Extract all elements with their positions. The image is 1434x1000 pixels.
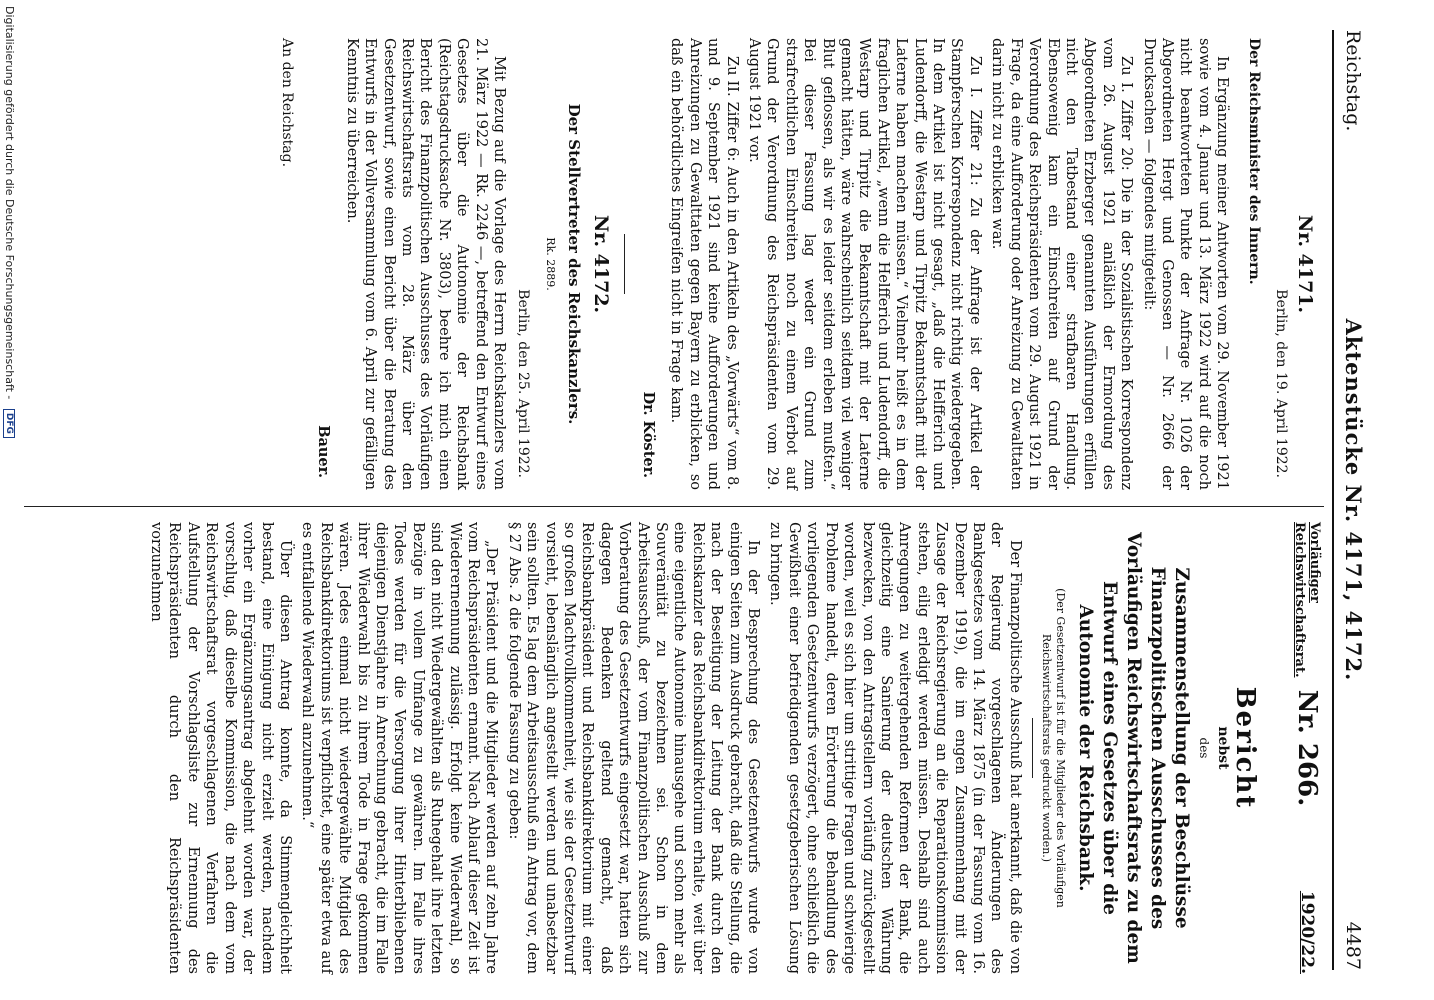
left-column xyxy=(278,38,1323,490)
report-number: Nr. 266. xyxy=(1292,689,1322,807)
issuer-4172: Der Stellvertreter des Reichskanzlers. xyxy=(565,103,584,425)
section-divider xyxy=(1032,718,1033,778)
paragraph: Zu II. Ziffer 6: Auch in den Artikeln des „Vorwärts“ vom 8. und 9. September 1921 sind keine Aufforderungen und Anreizungen zu Gewalttaten gegen Bayern zu erblicken, so daß ein behördliches Eingreifen nicht in Frage kam. xyxy=(668,38,740,490)
signatory-4172: Bauer. xyxy=(315,425,333,478)
report-note: (Der Gesetzentwurf ist für die Mitglieder des Vorläufigen Reichswirtschaftsrats gedruckt worden.) xyxy=(1039,588,1067,908)
paragraph: Mit Bezug auf die Vorlage des Herrn Reichskanzlers vom 21. März 1922 — Rk. 2246 —, betreffend den Entwurf eines Gesetzes über die Autonomie der Reichsbank (Reichstagsdrucksache Nr. 3803), beehre ich mich einen Bericht des Finanzpolitischen Ausschusses des Vorläufigen Reichswirtschaftsrats vom 28. März über den Gesetzentwurf, sowie einen Bericht über die Beratung des Entwurfs in der Vollversammlung vom 6. April zur gefälligen Kenntnis zu überreichen. xyxy=(343,38,507,490)
header-title: Aktenstücke Nr. 4171, 4172. xyxy=(1341,318,1366,682)
doc-number-4171: Nr. 4171. xyxy=(1294,214,1316,314)
issuer-4171: Der Reichsminister des Innern. xyxy=(1246,38,1263,285)
dfg-logo: DFG xyxy=(3,409,15,438)
council-label-line1: Vorläufiger xyxy=(1307,522,1322,603)
section-divider xyxy=(624,234,625,294)
digitization-footer xyxy=(3,0,16,1000)
paragraph: In Ergänzung meiner Antworten vom 29. November 1921 sowie vom 4. Januar und 13. März 1922 wird auf die noch nicht beantworteten Punkte der Anfrage Nr. 1026 der Abgeordneten Hergt und Genossen — Nr. 2666 der Drucksachen — folgendes mitgeteilt: xyxy=(1140,38,1231,490)
page-header xyxy=(1334,30,1374,970)
column-divider xyxy=(24,506,1324,507)
footer-text: Digitalisierung gefördert durch die Deutsche Forschungsgemeinschaft - xyxy=(3,6,16,400)
issuer-row-4171 xyxy=(1239,38,1263,490)
report-period: 1920/22. xyxy=(1297,890,1317,974)
dateline-4171: Berlin, den 19. April 1922. xyxy=(1272,289,1289,478)
addressee: An den Reichstag. xyxy=(278,38,295,168)
report-title: Zusammenstellung der Beschlüsse Finanzpolitischen Ausschusses des Vorläufigen Reichswirtschaftsrats zu dem Entwurf eines Gesetzes über die Autonomie der Reichsbank. xyxy=(1074,532,1192,964)
paragraph: Zu I. Ziffer 21: Zu der Anfrage ist der Artikel der Stampferschen Korrespondenz nicht richtig wiedergegeben. In dem Artikel ist nicht gesagt, „daß die Helfferich und Ludendorff, die Westarp und Tirpitz Bekanntschaft mit der Laterne haben machen müssen.“ Vielmehr heißt es in dem fraglichen Artikel, „wenn die Helfferich und Ludendorff, die Westarp und Tirpitz die Bekanntschaft mit der Laterne gemacht hätten, wäre wahrscheinlich seitdem viel weniger Blut geflossen, als wir es leider seitdem erleben mußten.“ Bei dieser Fassung lag weder ein Grund zum strafrechtlichen Einschreiten noch zu einem Verbot auf Grund der Verordnung des Reichspräsidenten vom 29. August 1921 vor. xyxy=(746,38,983,490)
paragraph: Der Finanzpolitische Ausschuß hat anerkannt, daß die von der Regierung vorgeschlagenen Änderungen des Bankgesetzes vom 14. März 1875 (in der Fassung vom 16. Dezember 1919), die im engen Zusammenhang mit der Zusage der Reichsregierung an die Reparationskommission stehen, eilig erledigt werden müssen. Deshalb sind auch Anregungen zu weitergehenden Reformen der Bank, die gleichzeitig eine Sanierung der deutschen Währung bezwecken, von den Antragstellern vorläufig zurückgestellt worden, weil es sich hier um strittige Fragen und schwierige Probleme handelt, deren Erörterung die Behandlung des vorliegenden Gesetzentwurfs verzögert, ohne schließlich die Gewißheit einer befriedigenden gesetzgeberischen Lösung zu bringen. xyxy=(767,522,1023,974)
quoted-amendment: „Der Präsident und die Mitglieder werden auf zehn Jahre vom Reichspräsidenten ernannt. Nach Ablauf dieser Zeit ist Wiederernennung zulässig. Erfolgt keine Wiederwahl, so sind den nicht Wiedergewählten als Ruhegehalt ihre letzten Bezüge in vollem Umfange zu gewähren. Im Falle ihres Todes werden für die Versorgung ihrer Hinterbliebenen diejenigen Dienstjahre in Anrechnung gebracht, die im Falle ihrer Wiederwahl bis zu ihrem Tode in Frage gekommen wären. Jedes einmal nicht wiedergewählte Mitglied des Reichsbankdirektoriums ist verpflichtet, eine später etwa auf es entfallende Wiederwahl anzunehmen.“ xyxy=(299,522,500,974)
report-header xyxy=(1254,522,1322,974)
dateline-4172: Berlin, den 25. April 1922. xyxy=(515,289,532,478)
reference-4172: Rk. 2889. xyxy=(543,237,557,291)
header-left: Reichstag. xyxy=(1342,30,1364,132)
paragraph: Zu I. Ziffer 20: Die in der Sozialistischen Korrespondenz vom 26. August 1921 anläßlich der Ermordung des Abgeordneten Erzberger genannten Ausführungen erfüllen nicht den Tatbestand einer strafbaren Handlung. Ebensowenig kam ein Einschreiten auf Grund der Verordnung des Reichspräsidenten vom 29. August 1921 in Frage, da eine Aufforderung oder Anreizung zu Gewalttaten darin nicht zu erblicken war. xyxy=(989,38,1135,490)
nebst-label: nebst xyxy=(1214,726,1231,770)
page-number: 4487 xyxy=(1342,921,1364,970)
council-label-line2: Reichswirtschaftsrat. xyxy=(1292,522,1307,678)
paragraph: Über diesen Antrag konnte, da Stimmengleichheit bestand, eine Einigung nicht erzielt werden, nachdem vorher ein Ergänzungsantrag abgelehnt worden war, der vorschlug, daß dieselbe Kommission, die nach dem vom Reichswirtschaftsrat vorgeschlagenen Verfahren die Aufstellung der Vorschlagsliste zur Ernennung des Reichspräsidenten durch den Reichspräsidenten vorzunehmen xyxy=(148,522,293,974)
doc-number-4172: Nr. 4172. xyxy=(589,214,612,314)
right-column xyxy=(143,522,1322,974)
signatory-4171: Dr. Köster. xyxy=(640,391,657,478)
report-heading: Bericht xyxy=(1230,686,1260,810)
paragraph: In der Besprechung des Gesetzentwurfs wurde von einigen Seiten zum Ausdruck gebracht, daß die Stellung, die nach der Beseitigung der Leitung der Bank durch den Reichskanzler das Reichsbankdirektorium erhalte, weit über eine eigentliche Autonomie hinausgehe und schon mehr als Souveränität zu bezeichnen sei. Schon in dem Arbeitsausschuß, der vom Finanzpolitischen Ausschuß zur Vorberatung des Gesetzentwurfs eingesetzt war, hatten sich dagegen Bedenken geltend gemacht, daß Reichsbankpräsident und Reichsbankdirektorium mit einer so großen Machtvollkommenheit, wie sie der Gesetzentwurf vorsieht, lebenslänglich angestellt werden und unabsetzbar sein sollten. Es lag dem Arbeitsausschuß ein Antrag vor, dem § 27 Abs. 2 die folgende Fassung zu geben: xyxy=(505,522,762,974)
des-label: des xyxy=(1197,737,1212,759)
header-rule xyxy=(1332,30,1334,970)
